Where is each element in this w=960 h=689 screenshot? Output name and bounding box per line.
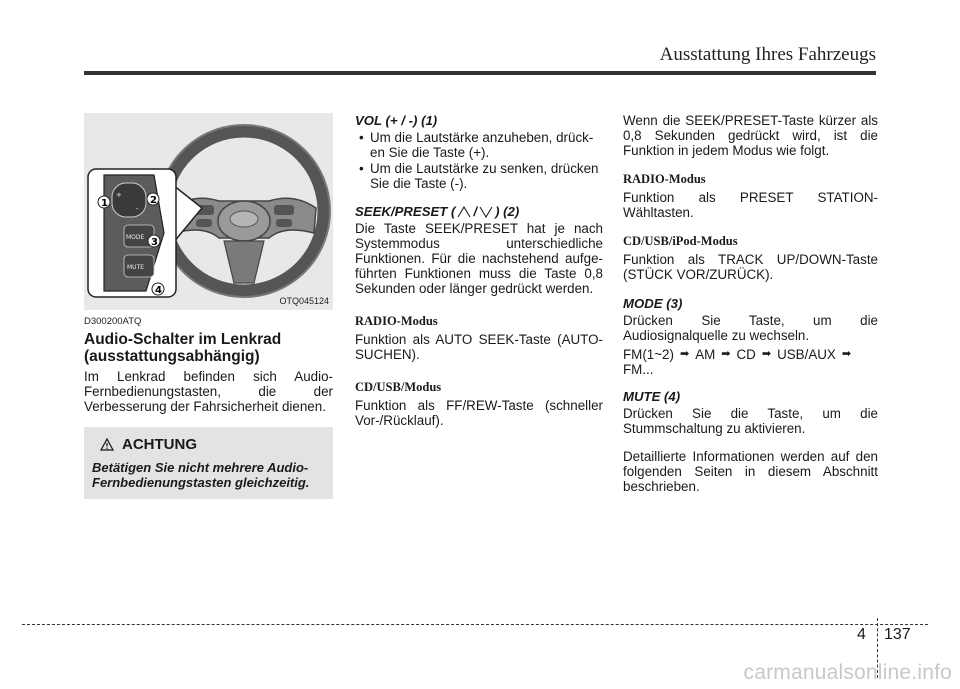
warning-triangle-icon	[100, 438, 114, 451]
cd-text: Funktion als TRACK UP/DOWN-Taste (STÜCK VOR/ZURÜCK).	[623, 252, 878, 282]
figure-caption: OTQ045124	[279, 296, 329, 306]
arrow-right-icon: ➡	[761, 348, 772, 360]
mode-flow	[623, 347, 878, 377]
chapter-number: 4	[857, 626, 866, 643]
seek-title-part: SEEK/PRESET (	[355, 204, 456, 219]
svg-text:-: -	[136, 205, 139, 213]
warning-title: ACHTUNG	[122, 436, 197, 453]
steering-wheel-illustration	[84, 113, 333, 310]
flow-item: AM	[695, 347, 716, 362]
down-chevron-icon	[479, 206, 493, 218]
seek-text: Die Taste SEEK/PRESET hat je nach Systemmodus unterschiedliche Funktionen. Für die nachstehend aufge-führten Funktionen muss die Taste 0,8 Sekunden oder länger gedrückt werden.	[355, 221, 603, 296]
list-item: • Um die Lautstärke anzuheben, drück-en Sie die Taste (+).	[355, 130, 603, 160]
column-2	[355, 113, 603, 428]
mode-title: MODE (3)	[623, 296, 683, 311]
seek-title-part: ) (2)	[495, 204, 520, 219]
svg-text:3: 3	[151, 237, 158, 248]
radio-heading: RADIO-Modus	[623, 172, 706, 186]
cd-heading: CD/USB/iPod-Modus	[623, 234, 738, 248]
mode-text: Drücken Sie Taste, um die Audiosignalquelle zu wechseln.	[623, 313, 878, 343]
flow-item: USB/AUX	[777, 347, 836, 362]
flow-item: CD	[736, 347, 756, 362]
flow-item: FM...	[623, 362, 654, 377]
seek-title	[355, 204, 603, 219]
mute-title: MUTE (4)	[623, 389, 681, 404]
svg-text:1: 1	[101, 198, 108, 209]
mute-text: Drücken Sie die Taste, um die Stummschaltung zu aktivieren.	[623, 406, 878, 436]
detail-text: Detaillierte Informationen werden auf den folgenden Seiten in diesem Abschnitt beschrieben.	[623, 449, 878, 494]
arrow-right-icon: ➡	[679, 348, 690, 360]
svg-text:4: 4	[155, 285, 162, 296]
svg-text:+: +	[116, 191, 122, 199]
section-title: Audio-Schalter im Lenkrad (ausstattungsabhängig)	[84, 331, 282, 365]
radio-heading: RADIO-Modus	[355, 314, 438, 328]
short-press-text: Wenn die SEEK/PRESET-Taste kürzer als 0,8 Sekunden gedrückt wird, ist die Funktion in jedem Modus wie folgt.	[623, 113, 878, 158]
reference-code: D300200ATQ	[84, 316, 142, 327]
steering-wheel-figure	[84, 113, 333, 310]
arrow-right-icon: ➡	[841, 348, 852, 360]
mute-button-label: MUTE	[127, 264, 145, 271]
cd-text: Funktion als FF/REW-Taste (schneller Vor-/Rücklauf).	[355, 398, 603, 428]
footer-rule	[22, 624, 928, 625]
watermark: carmanualsonline.info	[743, 661, 952, 684]
mode-button-label: MODE	[126, 234, 145, 241]
header-rule	[84, 71, 876, 75]
radio-text: Funktion als PRESET STATION-Wähltasten.	[623, 190, 878, 220]
warning-text: Betätigen Sie nicht mehrere Audio-Fernbedienungstasten gleichzeitig.	[92, 460, 310, 490]
up-chevron-icon	[457, 206, 471, 218]
cd-heading: CD/USB/Modus	[355, 380, 442, 394]
seek-title-separator: /	[473, 204, 478, 219]
list-item: • Um die Lautstärke zu senken, drücken Sie die Taste (-).	[355, 161, 603, 191]
svg-text:2: 2	[150, 195, 157, 206]
radio-text: Funktion als AUTO SEEK-Taste (AUTO-SUCHEN).	[355, 332, 603, 362]
warning-box	[84, 427, 333, 499]
flow-item: FM(1~2)	[623, 347, 674, 362]
vol-title: VOL (+ / -) (1)	[355, 113, 438, 128]
column-3	[623, 113, 878, 494]
running-header: Ausstattung Ihres Fahrzeugs	[659, 44, 876, 65]
page-number: 137	[884, 626, 911, 643]
intro-paragraph: Im Lenkrad befinden sich Audio-Fernbedienungstasten, die der Verbesserung der Fahrsicherheit dienen.	[84, 369, 333, 414]
arrow-right-icon: ➡	[721, 348, 731, 360]
vol-list	[355, 130, 603, 191]
